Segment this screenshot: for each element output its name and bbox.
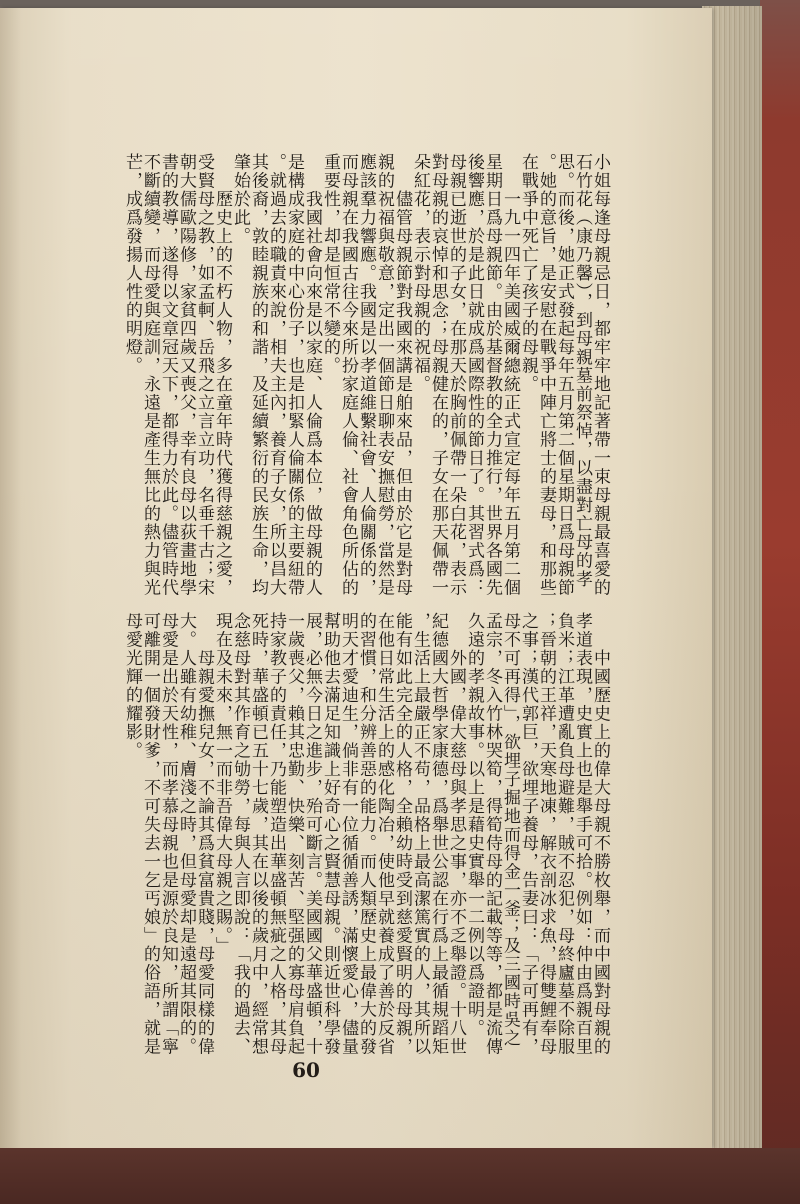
text-column: 肇始於此。 [230, 153, 250, 246]
text-column: 念慈母對其作育之劬勞，每與人言即說：「我的過去、 [230, 612, 250, 1056]
text-column: 母親愛撫兒女，不論其爲貧富貴賤，母愛同樣的偉 [194, 649, 214, 1056]
paragraph [519, 153, 609, 601]
text-column: 後響應，於是此日就成爲國際性的節日了。其習式爲： [464, 153, 484, 597]
text-column: 重要性，却是恒常不變的。 [320, 153, 340, 375]
text-column: 。她的意旨，是安慰在戰爭中陣亡將士的妻母，和那些 [536, 153, 556, 597]
paragraph [321, 153, 411, 601]
text-column: 孟宗，冬入竹林哭筍，得筍侍母的記載等等，都是流傳 [482, 612, 502, 1056]
text-column: 死時，華盛頓已五十七歲，其在以後的歲月中，經常想 [248, 612, 268, 1056]
text-column: 展，必無今日之進步，殆可斷言。美國國父華盛頓，十 [302, 612, 322, 1056]
text-column: 不斷續變，而母愛與庭訓，永遠是產生無比的熱力與光 [140, 153, 160, 597]
book-cover-edge [760, 0, 800, 1204]
text-column: 可離開一個發財爹，不可失去一乞丐娘」的俗語，就是 [140, 612, 160, 1056]
text-column: 能有如此完全的人格，全賴幼時受到慈愛賢明的母親， [392, 612, 412, 1056]
text-column: 現在及未來，無一而非吾偉大母親之賜。」 [212, 612, 232, 955]
page-number: 60 [292, 1058, 320, 1082]
text-column: 母不可再得」，欲埋子掘地而得金一釜；及三國時吳之 [500, 612, 520, 1048]
text-column: 而母親在我國古往今來所扮家庭人倫、社會角色所佔的 [338, 153, 358, 597]
text-column: 我國社會向來是以家庭、人倫爲本位，做母親的人 [302, 190, 322, 597]
text-column: ；晉朝的王祥，天寒地凍，解衣剖冰求魚，得雙鯉奉母 [536, 612, 556, 1056]
text-column: 母愛光輝的耀影。 [122, 612, 142, 760]
upper-text-block [121, 153, 609, 601]
text-column: 負米；江革遭亂負母避難，賊不忍犯，母終廬墓不除服 [554, 612, 574, 1056]
text-column: 一歲喪父，賴其忠勤、快樂、刻苦、堅强的寡母肩負起 [284, 612, 304, 1056]
text-column: 之事；漢代郭巨，欲埋子養母，告妻曰：「子可再有， [518, 612, 538, 1056]
paragraph [465, 612, 609, 1060]
text-column: 芒，成爲發揚人性的明燈。 [122, 153, 142, 375]
text-column: 持家教子的責任，乃能塑造出華盛頓無疵之人格，其母 [266, 612, 286, 1056]
text-column: 歷史上的不朽人物，多在童年時代獲得慈親之愛， [212, 190, 232, 597]
book-page [0, 8, 712, 1148]
text-column: 應該羣力響應。我國是以孝道維繫社會、人倫關係的， [356, 153, 376, 597]
text-column: 。就過去的職責來說，相夫主內，養育子女，所以昌大 [266, 153, 286, 597]
text-column: 紀德國大哲學家康德，爲舉世公認在行爲上最循規蹈矩 [428, 612, 448, 1056]
text-column: 中國歷史上的偉大母親不勝枚舉，而中國對母親的 [590, 649, 610, 1056]
text-column: 久遠的孝親故事。以上是藉史實舉一二例以爲證明。 [464, 612, 484, 1038]
text-column: 親的祝福與敬意，定出一個節日聊表安撫慰勞，當然是 [374, 153, 394, 597]
text-column: 大。人雖有幼稚、膚淺之時，但母愛却是遠超其限的。 [176, 612, 196, 1056]
text-column: 在戰爭中死亡了孩子的母親。 [518, 153, 538, 394]
paragraph [123, 153, 231, 601]
text-column: 星期日爲母親節。由於基督教的全力推行，世界各國先 [482, 153, 502, 597]
lower-text-block [121, 612, 609, 1060]
paragraph [231, 153, 321, 601]
text-column: 一九一四年美國威爾總統正式宣定每年五月第二個 [500, 190, 520, 597]
text-column: 書的教導，遂得以文章冠天下，都得力於此。儘管時代 [158, 153, 178, 597]
text-column: 小姐每逢母親忌日，都牢牢地記著帶一束母親最喜愛的 [590, 153, 610, 597]
book-cover-bottom [0, 1148, 800, 1204]
paragraph [411, 153, 519, 601]
text-column: 是構成家庭的中心份子，也是扣緊人倫關係的主要紐帶 [284, 153, 304, 597]
text-column: 在他日常生活上的感化陶冶，使他早就養成了善於反省 [374, 612, 394, 1056]
text-column: 孝道表現，史實上也是舉手可拾。例如：仲由爲親百里 [572, 612, 592, 1056]
text-column: 朵紅花，表示對母親的祝福。 [410, 153, 430, 394]
paragraph [123, 612, 213, 1060]
text-column: 朝大儒歐陽修，家貧四歲又喪父，幸有良母以荻畫地學 [176, 153, 196, 597]
text-column: 外國，偉大慈母與孝思之事，亦不乏舉證。十八世 [446, 649, 466, 1056]
text-column: 的習慣，和分辨善惡的能力。而人類歷史上最偉大的發 [356, 612, 376, 1056]
text-column: 母親已逝世的子女，在那天於胸前佩帶一朵白花，表示 [446, 153, 466, 597]
text-column: 石竹花（康乃馨），到母親墓前祭悼，以盡對亡母的孝 [572, 153, 592, 589]
paragraph [213, 612, 465, 1060]
text-column: 對母親的哀悼和思念；母親健在的，子女在那天佩帶一 [428, 153, 448, 597]
text-column: 其後裔，敦睦親族的和諧，及延續繁衍的民族生命，均 [248, 153, 268, 597]
text-column: 幫助他去滿足知識上好奇心之賢慧母親。則近世科學發 [320, 612, 340, 1056]
text-column: ，生活上最嚴正不苟，品格上最高潔篤實的人，其所以 [410, 612, 430, 1056]
text-column: 明天才愛迪生，倘非有一位循循善誘，滿懷愛心，儘量 [338, 612, 358, 1056]
text-column: 母愛是出於天性，而孝慕母親也是源於良知，所謂「寧 [158, 612, 178, 1056]
text-column: 受賢母之教，如孟軻、岳飛之立言立功，名垂千古；宋 [194, 153, 214, 597]
text-column: 儘管母親節對我國來講是舶來品，但由於它是對母 [392, 190, 412, 597]
text-column: 思。而後，她正式發起每年五月第二個星期日爲母親節 [554, 153, 574, 597]
